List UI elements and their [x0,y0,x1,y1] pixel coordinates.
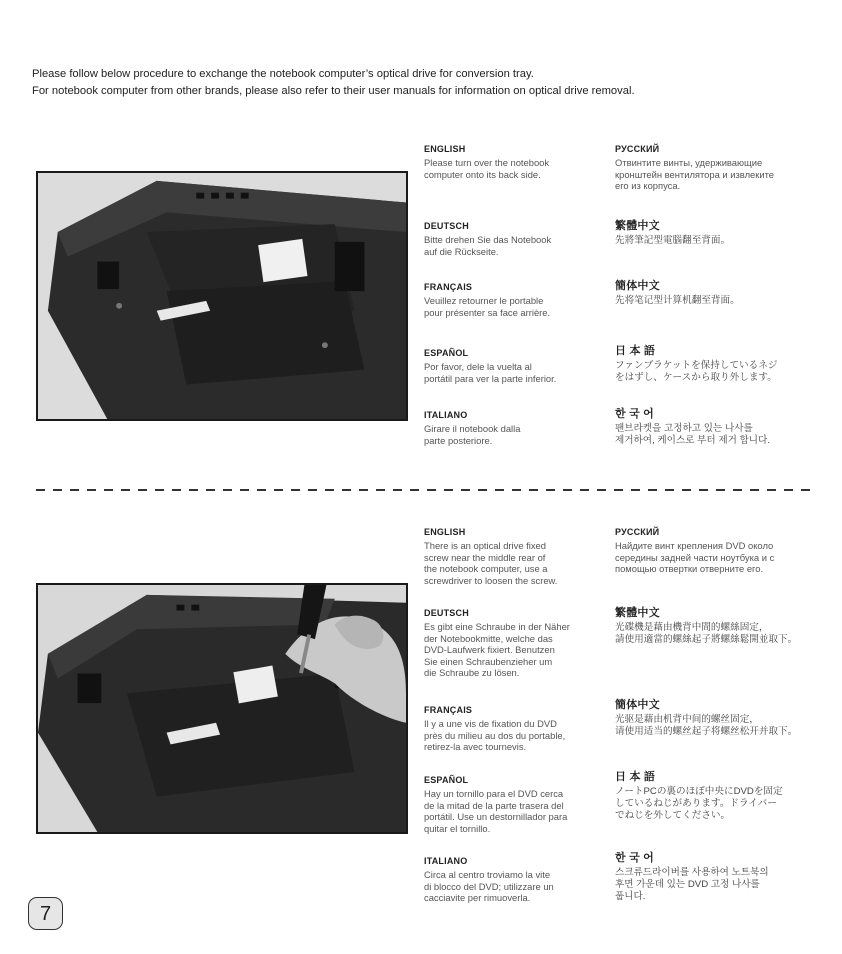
step2-espanol [424,775,614,834]
intro-line-2: For notebook computer from other brands, please also refer to their user manuals for information on optical drive removal. [32,85,635,97]
lang-heading: ESPAÑOL [424,775,469,785]
step1-trad-chinese [615,220,835,247]
step2-francais [424,705,614,753]
lang-heading: 日 本 語 [615,771,656,783]
instruction-text: 光碟機是藉由機背中間的螺絲固定， 請使用適當的螺絲起子將螺絲鬆開並取下。 [615,622,798,645]
lang-heading: DEUTSCH [424,608,469,618]
step1-japanese [615,345,835,384]
instruction-text: Отвинтите винты, удерживающие кронштейн вентилятора и извлеките его из корпуса. [615,157,774,191]
lang-heading: ENGLISH [424,144,466,154]
instruction-text: Please turn over the notebook computer onto its back side. [424,157,550,180]
intro-text [32,66,822,100]
lang-heading: DEUTSCH [424,221,469,231]
lang-heading: 繁體中文 [615,220,660,232]
instruction-text: 팬브라켓을 고정하고 있는 나사를 제거하여, 케이스로 부터 제거 합니다. [615,423,771,446]
instruction-text: Il y a une vis de fixation du DVD près du milieu au dos du portable, retirez-la avec tournevis. [424,718,566,752]
step2-english [424,527,614,586]
step2-simp-chinese [615,699,837,738]
lang-heading: 簡体中文 [615,280,660,292]
instruction-text: Hay un tornillo para el DVD cerca de la mitad de la parte trasera del portátil. Use un destornillador para quitar el tornillo. [424,788,568,834]
instruction-text: ファンブラケットを保持しているネジ をはずし、ケースから取り外します。 [615,360,778,383]
lang-heading: 日 本 語 [615,345,656,357]
instruction-text: Girare il notebook dalla parte posteriore. [424,423,521,446]
instruction-text: 光驱是藉由机背中间的螺丝固定， 请使用适当的螺丝起子将螺丝松开并取下。 [615,714,798,737]
step1-francais [424,282,614,318]
step2-korean [615,852,837,903]
instruction-text: Circa al centro troviamo la vite di blocco del DVD; utilizzare un cacciavite per rimuoverla. [424,869,554,903]
lang-heading: ITALIANO [424,410,468,420]
lang-heading: ESPAÑOL [424,348,469,358]
instruction-text: Bitte drehen Sie das Notebook auf die Rückseite. [424,234,552,257]
laptop-screw-removal-photo [36,583,408,834]
step1-korean [615,408,835,447]
instruction-text: Es gibt eine Schraube in der Näher der Notebookmitte, welche das DVD-Laufwerk fixiert. Benutzen Sie einen Schraubenzieher um die Schraube zu lösen. [424,621,570,678]
section-divider [36,489,814,491]
step2-italiano [424,856,614,904]
lang-heading: FRANÇAIS [424,282,473,292]
instruction-text: ノートPCの裏のほぼ中央にDVDを固定 しているねじがあります。ドライバー でねじを外してください。 [615,786,783,821]
step1-russian [615,144,835,192]
lang-heading: ITALIANO [424,856,468,866]
intro-line-1: Please follow below procedure to exchange the notebook computer’s optical drive for conversion tray. [32,68,534,80]
step2-japanese [615,771,837,822]
instruction-text: Veuillez retourner le portable pour présenter sa face arrière. [424,295,551,318]
instruction-text: Найдите винт крепления DVD около середины задней части ноутбука и с помощью отвертки отверните его. [615,540,775,574]
lang-heading: РУССКИЙ [615,527,660,537]
instruction-text: There is an optical drive fixed screw near the middle rear of the notebook computer, use a screwdriver to loosen the screw. [424,540,558,586]
lang-heading: РУССКИЙ [615,144,660,154]
step1-english [424,144,614,180]
step1-italiano [424,410,614,446]
lang-heading: ENGLISH [424,527,466,537]
instruction-text: 스크류드라이버를 사용하여 노트북의 후면 가운데 있는 DVD 고정 나사를 풉니다. [615,867,769,902]
lang-heading: 簡体中文 [615,699,660,711]
step1-simp-chinese [615,280,835,307]
step2-deutsch [424,608,614,679]
lang-heading: FRANÇAIS [424,705,473,715]
page-number: 7 [28,897,63,930]
laptop-underside-photo [36,171,408,421]
step2-trad-chinese [615,607,837,646]
step2-russian [615,527,837,575]
instruction-text: Por favor, dele la vuelta al portátil para ver la parte inferior. [424,361,557,384]
instruction-text: 先将笔记型计算机翻至背面。 [615,295,740,306]
step1-espanol [424,348,614,384]
lang-heading: 한 국 어 [615,408,654,420]
instruction-text: 先將筆記型電腦翻至背面。 [615,235,731,246]
step1-deutsch [424,221,614,257]
lang-heading: 繁體中文 [615,607,660,619]
lang-heading: 한 국 어 [615,852,654,864]
